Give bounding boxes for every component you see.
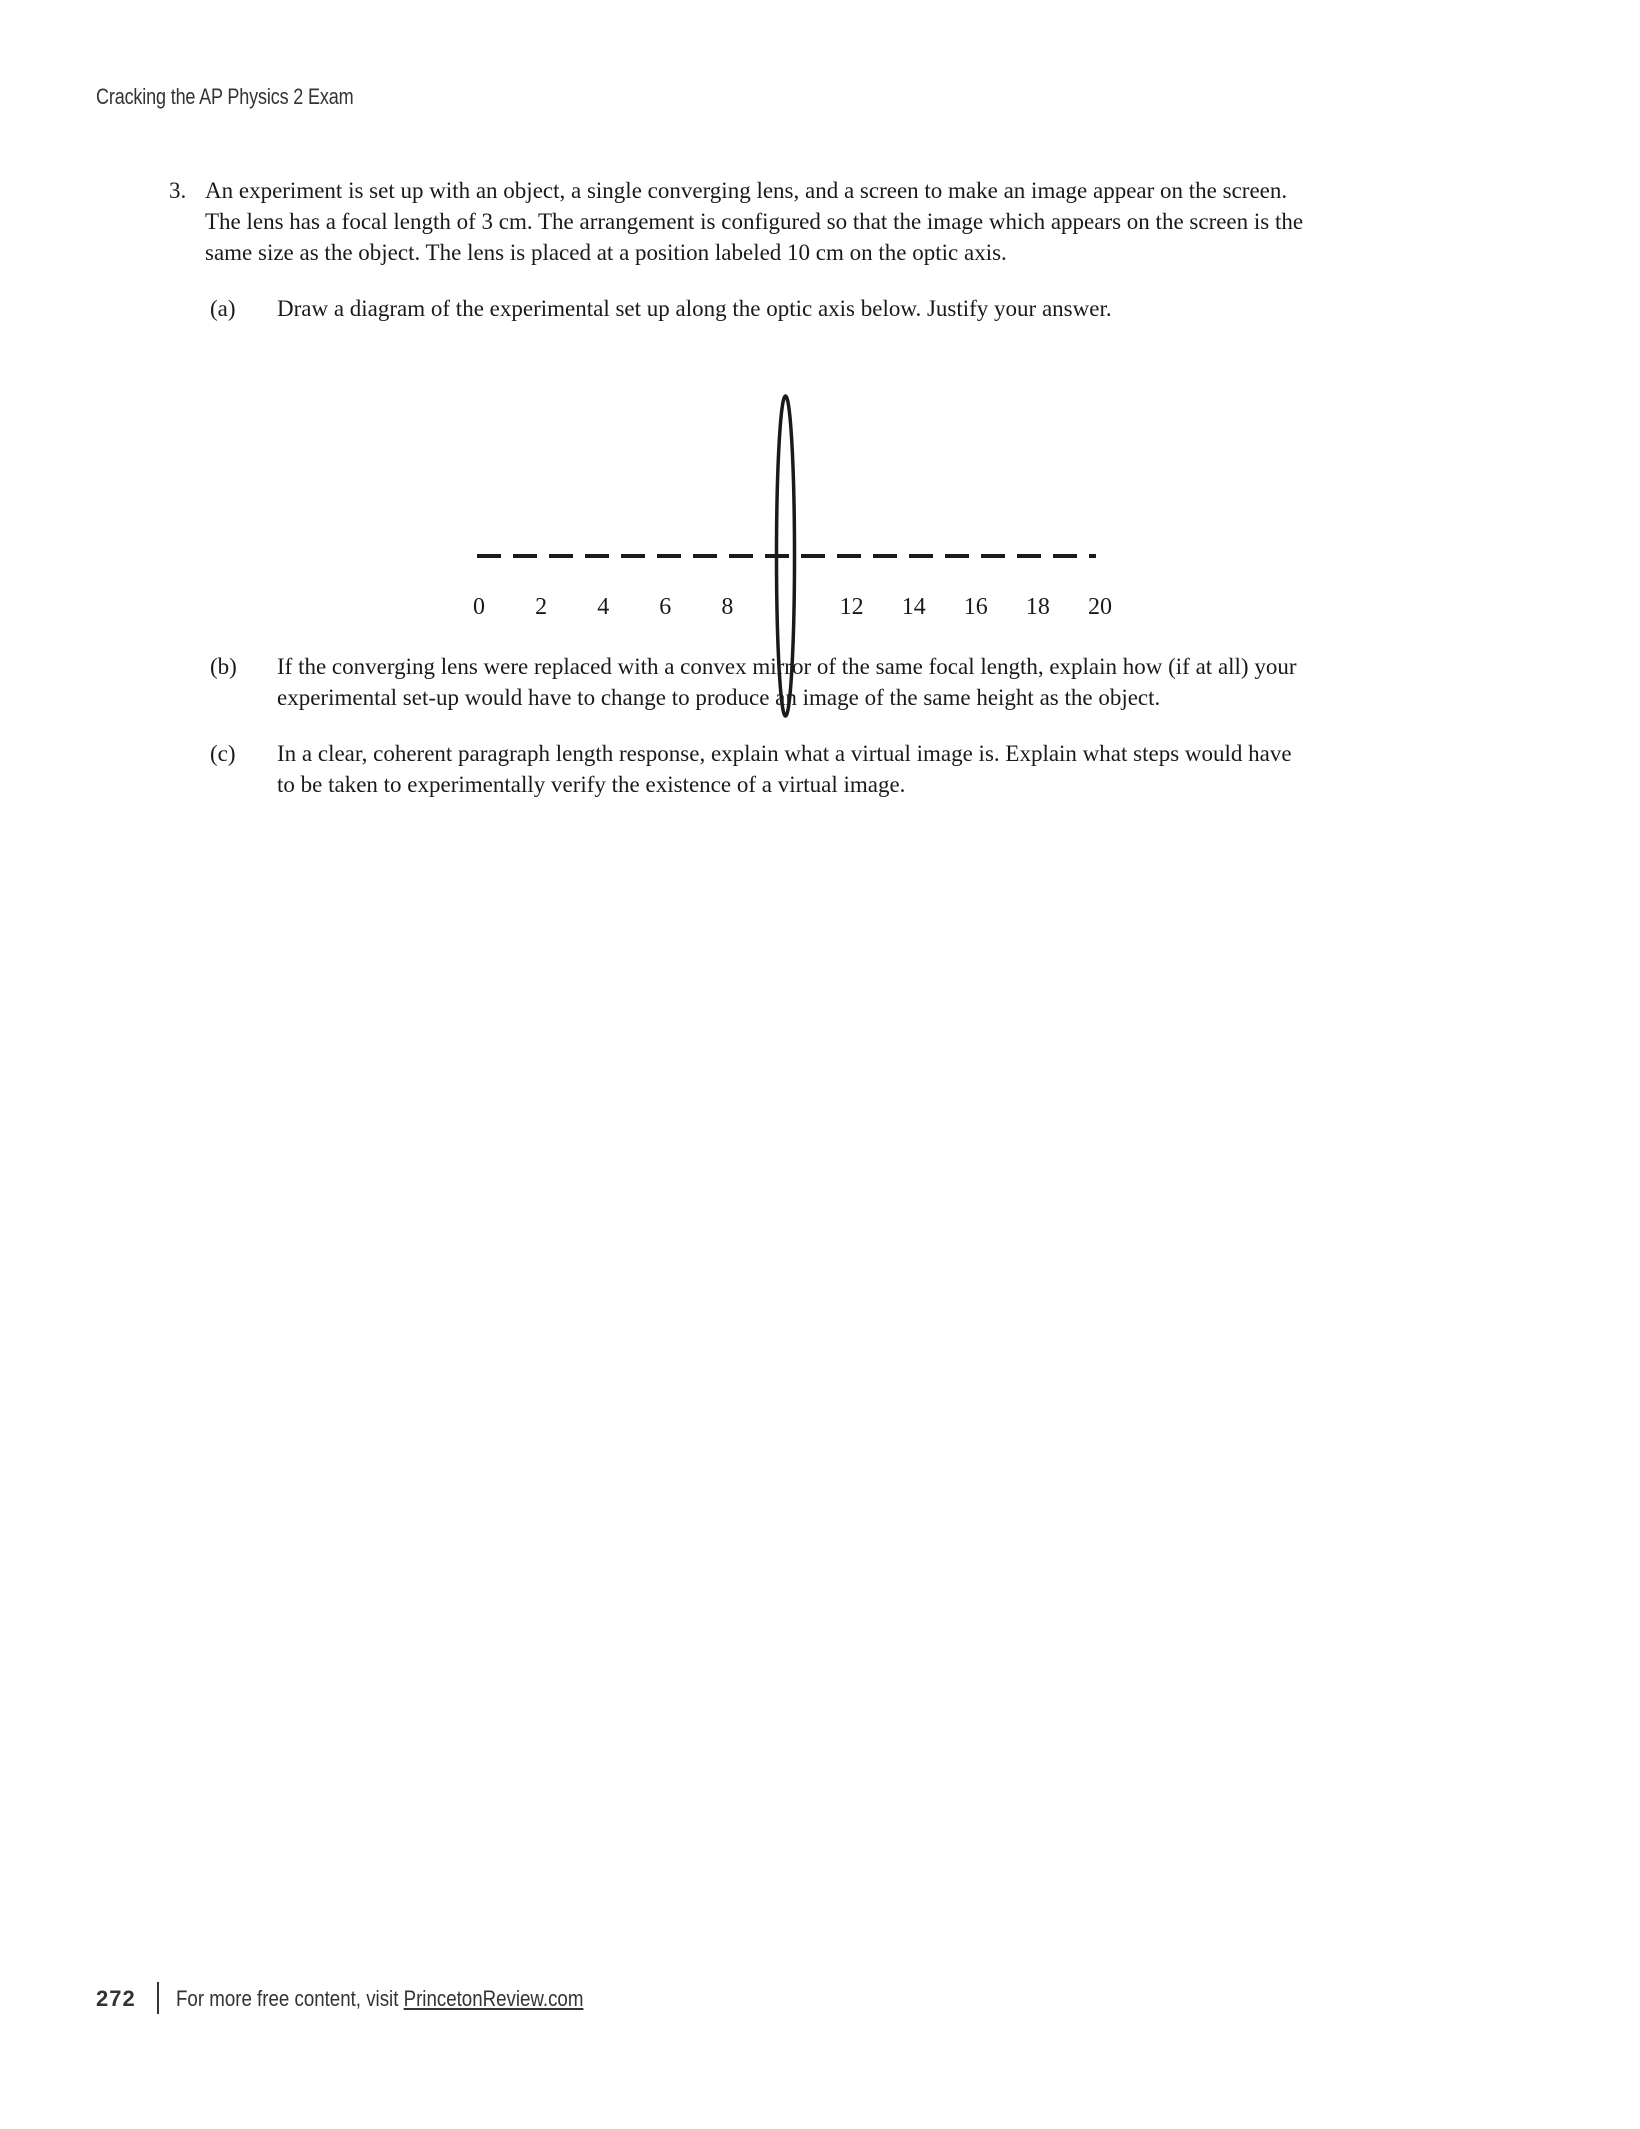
part-line: to be taken to experimentally verify the existence of a virtual image. (277, 772, 906, 797)
question-number: 3. (169, 178, 187, 203)
tick-label: 20 (1088, 594, 1112, 620)
tick-label: 18 (1025, 594, 1050, 620)
tick-label: 4 (597, 594, 610, 620)
tick-label: 6 (659, 594, 672, 620)
footer-divider (157, 1982, 159, 2014)
question-line: same size as the object. The lens is placed at a position labeled 10 cm on the optic axis. (205, 240, 1007, 265)
tick-label: 8 (721, 594, 734, 620)
question-line: An experiment is set up with an object, a single converging lens, and a screen to make an image appear on the screen. (205, 178, 1288, 203)
princeton-review-link[interactable]: PrincetonReview.com (403, 1986, 584, 2011)
optic-axis-diagram (0, 0, 1640, 760)
tick-label: 12 (839, 594, 864, 620)
part-line: In a clear, coherent paragraph length response, explain what a virtual image is. Explain what steps would have (277, 741, 1292, 766)
tick-label: 16 (963, 594, 988, 620)
part-b-text (277, 651, 1297, 713)
part-line: experimental set-up would have to change to produce an image of the same height as the object. (277, 685, 1161, 710)
page-number: 272 (96, 1986, 136, 2011)
tick-label: 2 (535, 594, 548, 620)
part-line: Draw a diagram of the experimental set up along the optic axis below. Justify your answer. (277, 296, 1112, 321)
footer-text (176, 1986, 583, 2012)
part-c-label: (c) (210, 741, 236, 766)
tick-label: 14 (901, 594, 926, 620)
part-c-text (277, 738, 1292, 800)
footer-caption: For more free content, visit (176, 1986, 404, 2011)
part-b-label: (b) (210, 654, 237, 679)
part-line: If the converging lens were replaced with a convex mirror of the same focal length, explain how (if at all) your (277, 654, 1297, 679)
question-line: The lens has a focal length of 3 cm. The arrangement is configured so that the image which appears on the screen is the (205, 209, 1304, 234)
tick-label: 0 (473, 594, 485, 620)
running-header: Cracking the AP Physics 2 Exam (96, 84, 354, 109)
part-a-label: (a) (210, 296, 236, 321)
